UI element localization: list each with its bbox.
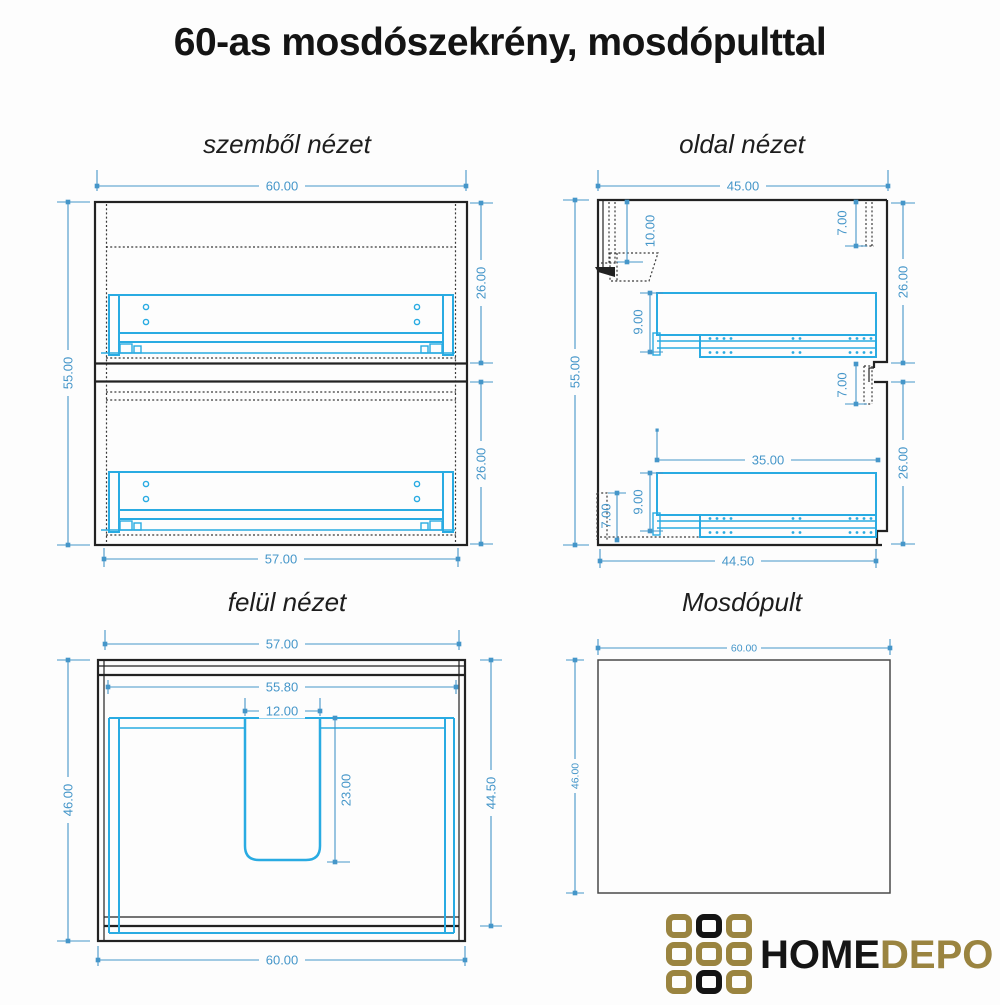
dim-side-body-depth xyxy=(600,549,876,569)
dim-side-bottom-drawer-front xyxy=(891,382,915,544)
front-top-drawer-box xyxy=(101,295,455,355)
dim-front-inner-width xyxy=(104,548,458,567)
svg-text:44.50: 44.50 xyxy=(483,776,499,810)
svg-text:7.00: 7.00 xyxy=(834,372,850,398)
counter-view xyxy=(566,587,890,893)
sink-cutout xyxy=(245,718,320,860)
svg-text:23.00: 23.00 xyxy=(338,773,354,807)
svg-text:9.00: 9.00 xyxy=(630,489,646,515)
top-cabinet-outline xyxy=(98,660,465,941)
dim-side-top-rail-height xyxy=(631,293,664,352)
dim-side-plinth-height xyxy=(599,493,627,540)
page-title: 60-as mosdószekrény, mosdópulttal xyxy=(173,21,827,64)
dim-side-overall-height xyxy=(563,200,589,545)
dim-top-counter-width xyxy=(98,946,465,968)
top-counter-outline xyxy=(109,718,454,933)
svg-text:26.00: 26.00 xyxy=(473,447,489,481)
homedepo-logo xyxy=(669,917,993,991)
dim-top-cutout-depth xyxy=(327,718,354,862)
svg-text:26.00: 26.00 xyxy=(895,265,911,299)
svg-text:26.00: 26.00 xyxy=(895,446,911,480)
top-view-label: felül nézet xyxy=(227,587,347,617)
side-view xyxy=(563,129,915,569)
logo-text-depo: DEPO xyxy=(880,933,994,977)
svg-text:44.50: 44.50 xyxy=(721,553,755,569)
svg-text:60.00: 60.00 xyxy=(730,642,758,655)
dim-top-inner-width xyxy=(108,680,456,695)
dim-front-top-drawer-height xyxy=(470,203,493,363)
dim-top-cutout-width xyxy=(245,698,320,719)
dim-side-drawer-depth xyxy=(656,429,879,468)
svg-text:55.00: 55.00 xyxy=(60,356,76,390)
dim-counter-depth xyxy=(566,660,584,893)
dim-top-body-depth xyxy=(480,660,502,926)
top-view xyxy=(57,587,502,968)
svg-text:57.00: 57.00 xyxy=(265,636,299,652)
dim-top-body-width xyxy=(105,630,459,652)
svg-text:7.00: 7.00 xyxy=(834,210,850,236)
svg-text:9.00: 9.00 xyxy=(630,309,646,335)
svg-text:60.00: 60.00 xyxy=(265,178,299,194)
svg-text:46.00: 46.00 xyxy=(60,783,76,817)
side-bottom-drawer-box xyxy=(653,473,876,537)
logo-wordmark xyxy=(760,933,993,977)
logo-grid-icon xyxy=(669,917,749,991)
svg-text:55.00: 55.00 xyxy=(567,355,583,389)
front-view-label: szemből nézet xyxy=(203,129,371,159)
dim-counter-width xyxy=(598,639,890,655)
svg-text:55.80: 55.80 xyxy=(265,679,299,695)
dim-top-overall-depth xyxy=(57,660,90,941)
svg-text:7.00: 7.00 xyxy=(598,503,614,529)
svg-text:46.00: 46.00 xyxy=(569,762,582,790)
dim-front-bottom-drawer-height xyxy=(470,382,493,544)
dim-front-overall-height xyxy=(57,202,90,545)
svg-text:26.00: 26.00 xyxy=(473,266,489,300)
svg-text:57.00: 57.00 xyxy=(264,551,298,567)
side-top-drawer-box xyxy=(653,293,876,357)
svg-text:45.00: 45.00 xyxy=(726,178,760,194)
front-bottom-drawer-box xyxy=(101,472,455,532)
dim-side-top-front-inset xyxy=(835,202,868,246)
svg-text:10.00: 10.00 xyxy=(642,214,658,248)
dim-side-overall-depth xyxy=(598,170,888,194)
front-view xyxy=(57,129,493,567)
logo-text-home: HOME xyxy=(760,933,880,977)
dim-side-mid-front-inset xyxy=(835,364,868,404)
front-cabinet-outline xyxy=(95,202,467,545)
side-view-label: oldal nézet xyxy=(679,129,805,159)
counter-outline xyxy=(598,660,890,893)
svg-text:12.00: 12.00 xyxy=(265,703,299,719)
dim-side-top-drawer-front xyxy=(891,203,915,363)
svg-text:60.00: 60.00 xyxy=(265,952,299,968)
dim-side-bottom-rail-height xyxy=(631,473,664,531)
svg-text:35.00: 35.00 xyxy=(751,452,785,468)
counter-view-label: Mosdópult xyxy=(682,587,802,617)
dim-front-overall-width xyxy=(97,170,466,194)
